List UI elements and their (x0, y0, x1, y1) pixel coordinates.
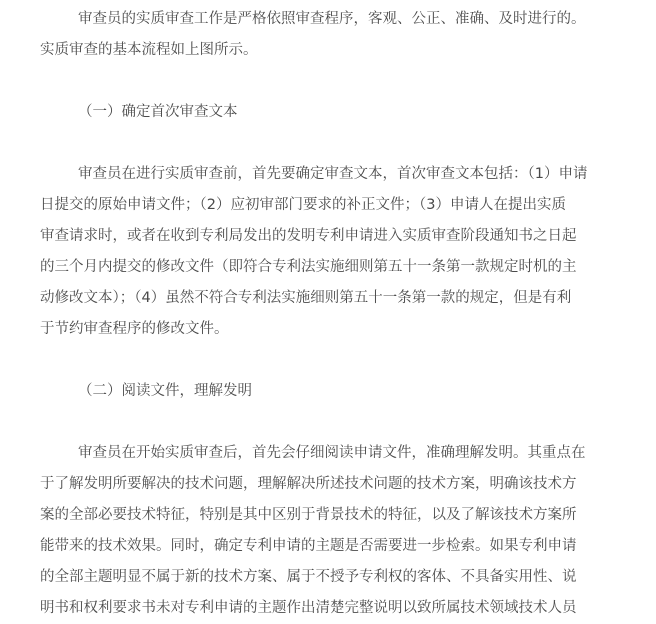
section-heading-1: （一）确定首次审查文本 (78, 104, 238, 120)
section-1-paragraph (40, 159, 616, 345)
text-line: 日提交的原始申请文件；（2）应初审部门要求的补正文件；（3）申请人在提出实质 (40, 197, 566, 213)
text-line: 审查请求时，或者在收到专利局发出的发明专利申请进入实质审查阶段通知书之日起 (40, 228, 577, 244)
section-heading-2: （二）阅读文件，理解发明 (78, 383, 252, 399)
section-2-paragraph (40, 438, 616, 624)
text-line: 审查员的实质审查工作是严格依照审查程序，客观、公正、准确、及时进行的。 (78, 11, 586, 27)
text-line: 于节约审查程序的修改文件。 (40, 321, 229, 337)
text-line: 于了解发明所要解决的技术问题，理解解决所述技术问题的技术方案，明确该技术方 (40, 476, 577, 492)
text-line: 实质审查的基本流程如上图所示。 (40, 42, 258, 58)
text-line: 动修改文本）；（4）虽然不符合专利法实施细则第五十一条第一款的规定，但是有利 (40, 290, 572, 306)
text-line: 的三个月内提交的修改文件（即符合专利法实施细则第五十一条第一款规定时机的主 (40, 259, 577, 275)
intro-paragraph (40, 4, 616, 66)
document-body (40, 4, 616, 624)
text-line: 能带来的技术效果。同时，确定专利申请的主题是否需要进一步检索。如果专利申请 (40, 538, 577, 554)
text-line: 审查员在进行实质审查前，首先要确定审查文本，首次审查文本包括：（1）申请 (78, 166, 588, 182)
text-line: 审查员在开始实质审查后，首先会仔细阅读申请文件，准确理解发明。其重点在 (78, 445, 586, 461)
text-line: 明书和权利要求书未对专利申请的主题作出清楚完整说明以致所属技术领域技术人员 (40, 600, 577, 616)
text-line: 案的全部必要技术特征，特别是其中区别于背景技术的特征，以及了解该技术方案所 (40, 507, 577, 523)
text-line: 的全部主题明显不属于新的技术方案、属于不授予专利权的客体、不具备实用性、说 (40, 569, 577, 585)
